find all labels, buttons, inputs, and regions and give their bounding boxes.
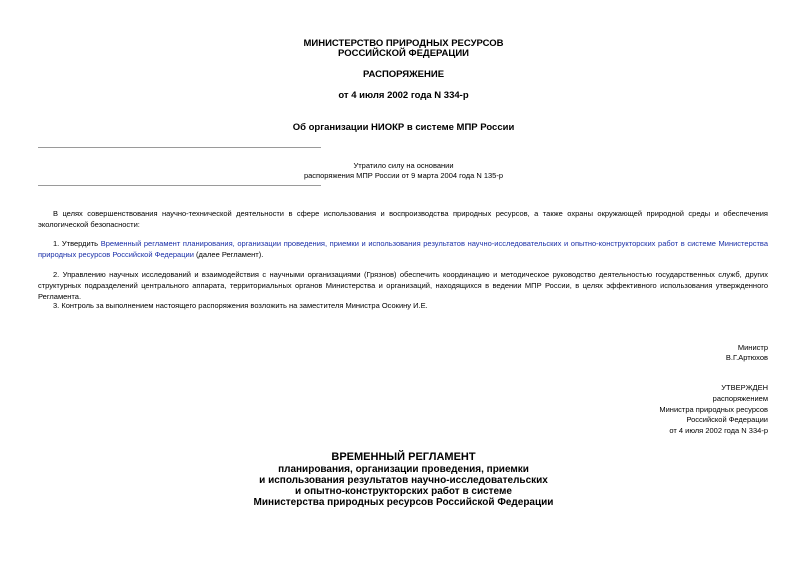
reglament-link[interactable]: Временный регламент планирования, организации проведения, приемки и использования результатов научно-исследовательских и опытно-конструкторских работ в системе Министерства природных ресурсов Российской Федерации (38, 239, 769, 259)
approval-line2: Министра природных ресурсов (659, 405, 768, 414)
reglament-subtitle-line2: планирования, организации проведения, приемки (278, 464, 529, 475)
status-note-line1: Утратило силу на основании (353, 161, 454, 170)
item-1-paragraph (38, 238, 768, 260)
document-type: РАСПОРЯЖЕНИЕ (362, 69, 445, 80)
reglament-subtitle-line3: и использования результатов научно-исследовательских (259, 475, 548, 486)
ministry-name-line2: РОССИЙСКОЙ ФЕДЕРАЦИИ (337, 48, 469, 59)
item-3-paragraph: 3. Контроль за выполнением настоящего распоряжения возложить на заместителя Министра Осокину И.Е. (53, 301, 428, 310)
signature-position: Министр (737, 343, 768, 352)
preamble-paragraph: В целях совершенствования научно-технической деятельности в сфере использования и воспроизводства природных ресурсов, а также охраны окружающей природной среды и обеспечения экологической безопасности: (38, 209, 768, 229)
item-1-prefix: 1. Утвердить (53, 239, 101, 248)
document-title: Об организации НИОКР в системе МПР России (292, 122, 515, 133)
reglament-title-main: ВРЕМЕННЫЙ РЕГЛАМЕНТ (331, 451, 476, 463)
divider-top (38, 147, 321, 148)
approval-line4: от 4 июля 2002 года N 334-р (669, 426, 768, 435)
ministry-name-line1: МИНИСТЕРСТВО ПРИРОДНЫХ РЕСУРСОВ (303, 38, 504, 49)
reglament-subtitle-line4: и опытно-конструкторских работ в системе (295, 486, 512, 497)
approval-line3: Российской Федерации (686, 415, 768, 424)
approval-title: УТВЕРЖДЕН (721, 383, 768, 392)
document-date: от 4 июля 2002 года N 334-р (338, 90, 469, 101)
approval-line1: распоряжением (712, 394, 768, 403)
item-1-suffix: (далее Регламент). (193, 250, 264, 259)
signature-name: В.Г.Артюхов (725, 353, 768, 362)
divider-bottom (38, 185, 321, 186)
reglament-subtitle-line5: Министерства природных ресурсов Российской Федерации (253, 497, 554, 508)
item-2-paragraph: 2. Управлению научных исследований и взаимодействия с научными организациями (Грязнов) обеспечить координацию и методическое руководство деятельностью государственных служб, других структурных подразделений центрального аппарата, территориальных органов Министерства и организаций, находящихся в ведении МПР России, в целях эффективного использования утвержденного Регламента. (38, 270, 768, 301)
status-note-line2: распоряжения МПР России от 9 марта 2004 года N 135-р (303, 171, 504, 180)
reglament-title (0, 452, 807, 463)
